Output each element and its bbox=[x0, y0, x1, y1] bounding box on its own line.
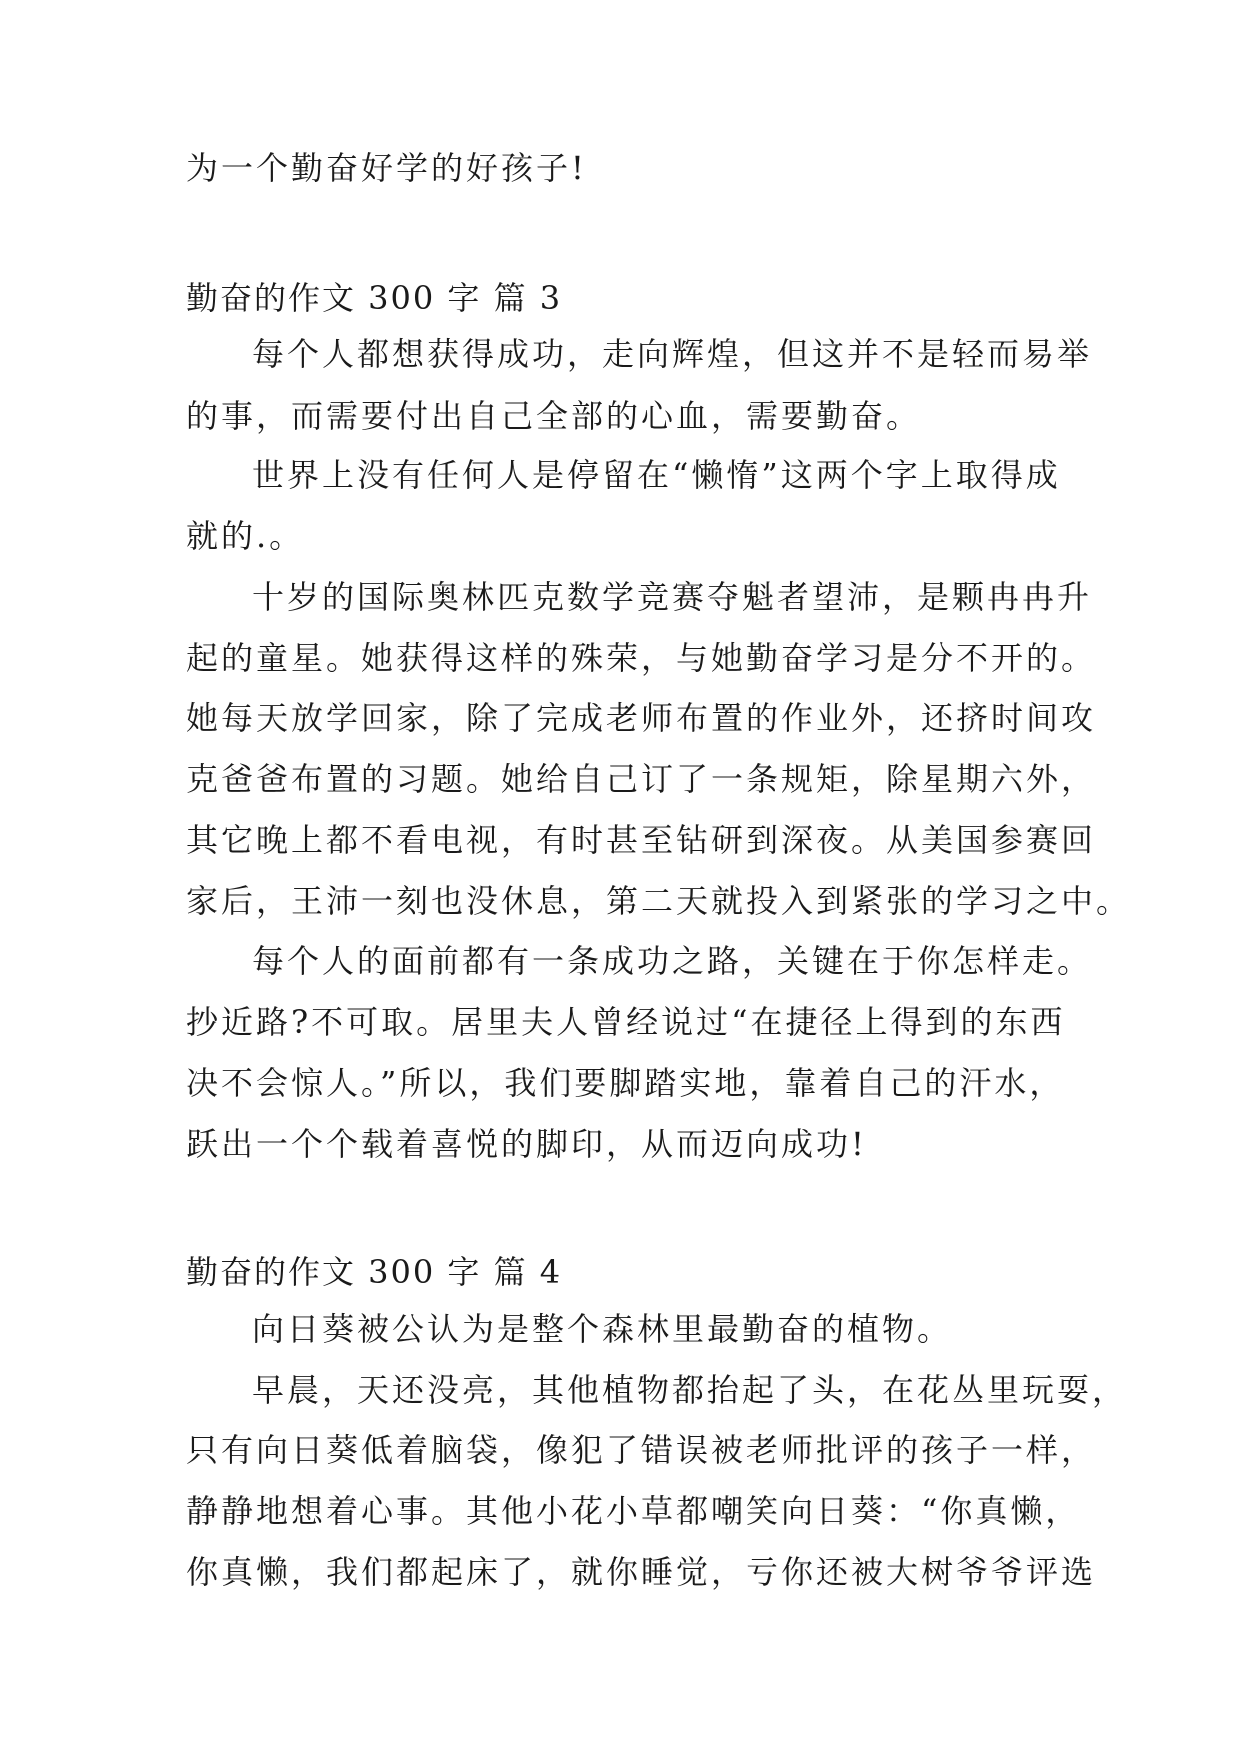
paragraph-line: 你真懒，我们都起床了，就你睡觉，亏你还被大树爷爷评选 bbox=[186, 1553, 1097, 1591]
paragraph-line: 的事，而需要付出自己全部的心血，需要勤奋。 bbox=[186, 397, 922, 435]
paragraph-line: 早晨，天还没亮，其他植物都抬起了头，在花丛里玩耍， bbox=[252, 1371, 1128, 1409]
paragraph-line: 家后，王沛一刻也没休息，第二天就投入到紧张的学习之中。 bbox=[186, 882, 1132, 920]
paragraph-line: 抄近路?不可取。居里夫人曾经说过“在捷径上得到的东西 bbox=[186, 1003, 1066, 1041]
section-heading: 勤奋的作文 300 字 篇 3 bbox=[186, 279, 563, 317]
paragraph-line: 只有向日葵低着脑袋，像犯了错误被老师批评的孩子一样， bbox=[186, 1431, 1097, 1469]
paragraph-line: 跃出一个个载着喜悦的脚印，从而迈向成功! bbox=[186, 1125, 867, 1163]
paragraph-line: 世界上没有任何人是停留在“懒惰”这两个字上取得成 bbox=[252, 456, 1061, 494]
paragraph-line: 克爸爸布置的习题。她给自己订了一条规矩，除星期六外， bbox=[186, 760, 1097, 798]
paragraph-line: 每个人的面前都有一条成功之路，关键在于你怎样走。 bbox=[252, 942, 1093, 980]
paragraph-line: 起的童星。她获得这样的殊荣，与她勤奋学习是分不开的。 bbox=[186, 639, 1097, 677]
paragraph-line: 决不会惊人。”所以，我们要脚踏实地，靠着自己的汗水， bbox=[186, 1064, 1065, 1102]
paragraph-line: 她每天放学回家，除了完成老师布置的作业外，还挤时间攻 bbox=[186, 699, 1097, 737]
paragraph-line: 向日葵被公认为是整个森林里最勤奋的植物。 bbox=[252, 1310, 953, 1348]
intro-closing-line: 为一个勤奋好学的好孩子! bbox=[186, 149, 587, 187]
paragraph-line: 静静地想着心事。其他小花小草都嘲笑向日葵：“你真懒， bbox=[186, 1492, 1081, 1530]
paragraph-line: 十岁的国际奥林匹克数学竞赛夺魁者望沛，是颗冉冉升 bbox=[252, 578, 1093, 616]
paragraph-line: 每个人都想获得成功，走向辉煌，但这并不是轻而易举 bbox=[252, 335, 1093, 373]
section-heading: 勤奋的作文 300 字 篇 4 bbox=[186, 1253, 563, 1291]
paragraph-line: 其它晚上都不看电视，有时甚至钻研到深夜。从美国参赛回 bbox=[186, 821, 1097, 859]
paragraph-line: 就的.。 bbox=[186, 517, 305, 555]
